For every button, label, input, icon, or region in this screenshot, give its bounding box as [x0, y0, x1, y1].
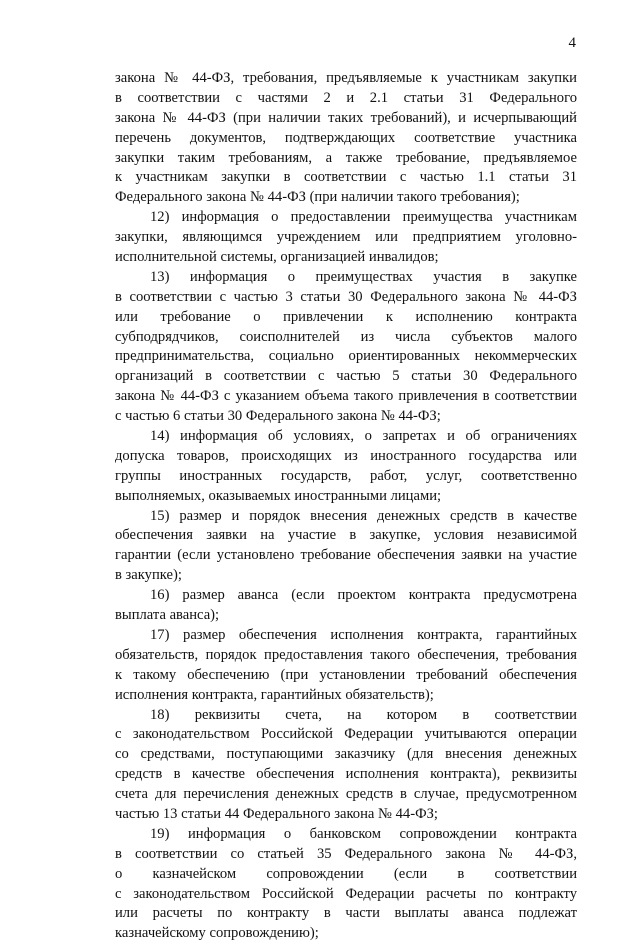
- paragraph-item-12: [115, 208, 577, 268]
- text-line: 17) размер обеспечения исполнения контракта, гарантийных: [150, 626, 577, 643]
- text-line: закона № 44-ФЗ (при наличии таких требований), и исчерпывающий: [115, 109, 577, 126]
- text-line: казначейскому сопровождению);: [115, 925, 319, 942]
- text-line: организаций в соответствии с частью 5 статьи 30 Федерального: [115, 368, 577, 385]
- paragraph-item-19: [115, 825, 577, 944]
- text-line: частью 13 статьи 44 Федерального закона № 44-ФЗ;: [115, 805, 438, 822]
- text-line: субподрядчиков, соисполнителей из числа субъектов малого: [115, 328, 577, 345]
- text-line: гарантии (если установлено требование обеспечения заявки на участие: [115, 547, 577, 564]
- text-line: с законодательством Российской Федерации учитываются операции: [115, 726, 577, 743]
- document-body: [115, 69, 577, 944]
- text-line: в соответствии с частью 3 статьи 30 Федерального закона № 44-ФЗ: [115, 288, 577, 305]
- text-line: 12) информация о предоставлении преимущества участникам: [150, 209, 577, 226]
- text-line: 13) информация о преимуществах участия в закупке: [150, 268, 577, 285]
- paragraph-item-17: [115, 626, 577, 706]
- text-line: исполнительной системы, организацией инвалидов;: [115, 249, 439, 266]
- text-line: или расчеты по контракту в части выплаты аванса подлежат: [115, 905, 577, 922]
- paragraph-item-14: [115, 427, 577, 507]
- text-line: со средствами, поступающими заказчику (для внесения денежных: [115, 746, 577, 763]
- text-line: закупки, являющимся учреждением или предприятием уголовно-: [115, 229, 577, 246]
- paragraph-item-13: [115, 268, 577, 427]
- text-line: предпринимательства, социально ориентированных некоммерческих: [115, 348, 577, 365]
- text-line: Федерального закона № 44-ФЗ (при наличии такого требования);: [115, 189, 520, 206]
- text-line: обеспечения заявки на участие в закупке, условия независимой: [115, 527, 577, 544]
- text-line: закона № 44-ФЗ с указанием объема такого привлечения в соответствии: [115, 388, 577, 405]
- text-line: 16) размер аванса (если проектом контракта предусмотрена: [150, 587, 577, 604]
- text-line: с законодательством Российской Федерации расчеты по контракту: [115, 885, 577, 902]
- text-line: закупки таким требованиям, а также требование, предъявляемое: [115, 149, 577, 166]
- text-line: в соответствии с частями 2 и 2.1 статьи 31 Федерального: [115, 89, 577, 106]
- text-line: счета для перечисления денежных средств в случае, предусмотренном: [115, 786, 577, 803]
- text-line: обязательств, порядок предоставления такого обеспечения, требования: [115, 646, 577, 663]
- text-line: к такому обеспечению (при установлении требований обеспечения: [115, 666, 577, 683]
- text-line: 18) реквизиты счета, на котором в соответствии: [150, 706, 577, 723]
- text-line: 15) размер и порядок внесения денежных средств в качестве: [150, 507, 577, 524]
- text-line: допуска товаров, происходящих из иностранного государства или: [115, 447, 577, 464]
- text-line: или требование о привлечении к исполнению контракта: [115, 308, 577, 325]
- paragraph-item-16: [115, 586, 577, 626]
- page-number: 4: [568, 35, 576, 51]
- text-line: с частью 6 статьи 30 Федерального закона № 44-ФЗ;: [115, 408, 441, 425]
- text-line: выплата аванса);: [115, 607, 220, 624]
- paragraph-item-18: [115, 706, 577, 825]
- text-line: выполняемых, оказываемых иностранными лицами;: [115, 487, 442, 504]
- text-line: о казначейском сопровождении (если в соответствии: [115, 865, 577, 882]
- text-line: к участникам закупки в соответствии с частью 1.1 статьи 31: [115, 169, 577, 186]
- text-line: перечень документов, подтверждающих соответствие участника: [115, 129, 577, 146]
- text-line: в закупке);: [115, 567, 182, 584]
- text-line: 19) информация о банковском сопровождении контракта: [150, 825, 577, 842]
- paragraph-item-15: [115, 507, 577, 587]
- text-line: 14) информация об условиях, о запретах и об ограничениях: [150, 428, 577, 445]
- text-line: в соответствии со статьей 35 Федерального закона № 44-ФЗ,: [115, 845, 577, 862]
- text-line: средств в качестве обеспечения исполнения контракта), реквизиты: [115, 766, 577, 783]
- text-line: группы иностранных государств, работ, услуг, соответственно: [115, 467, 577, 484]
- text-line: исполнения контракта, гарантийных обязательств);: [115, 686, 434, 703]
- text-line: закона № 44-ФЗ, требования, предъявляемые к участникам закупки: [115, 70, 577, 86]
- paragraph-continuation: [115, 69, 577, 208]
